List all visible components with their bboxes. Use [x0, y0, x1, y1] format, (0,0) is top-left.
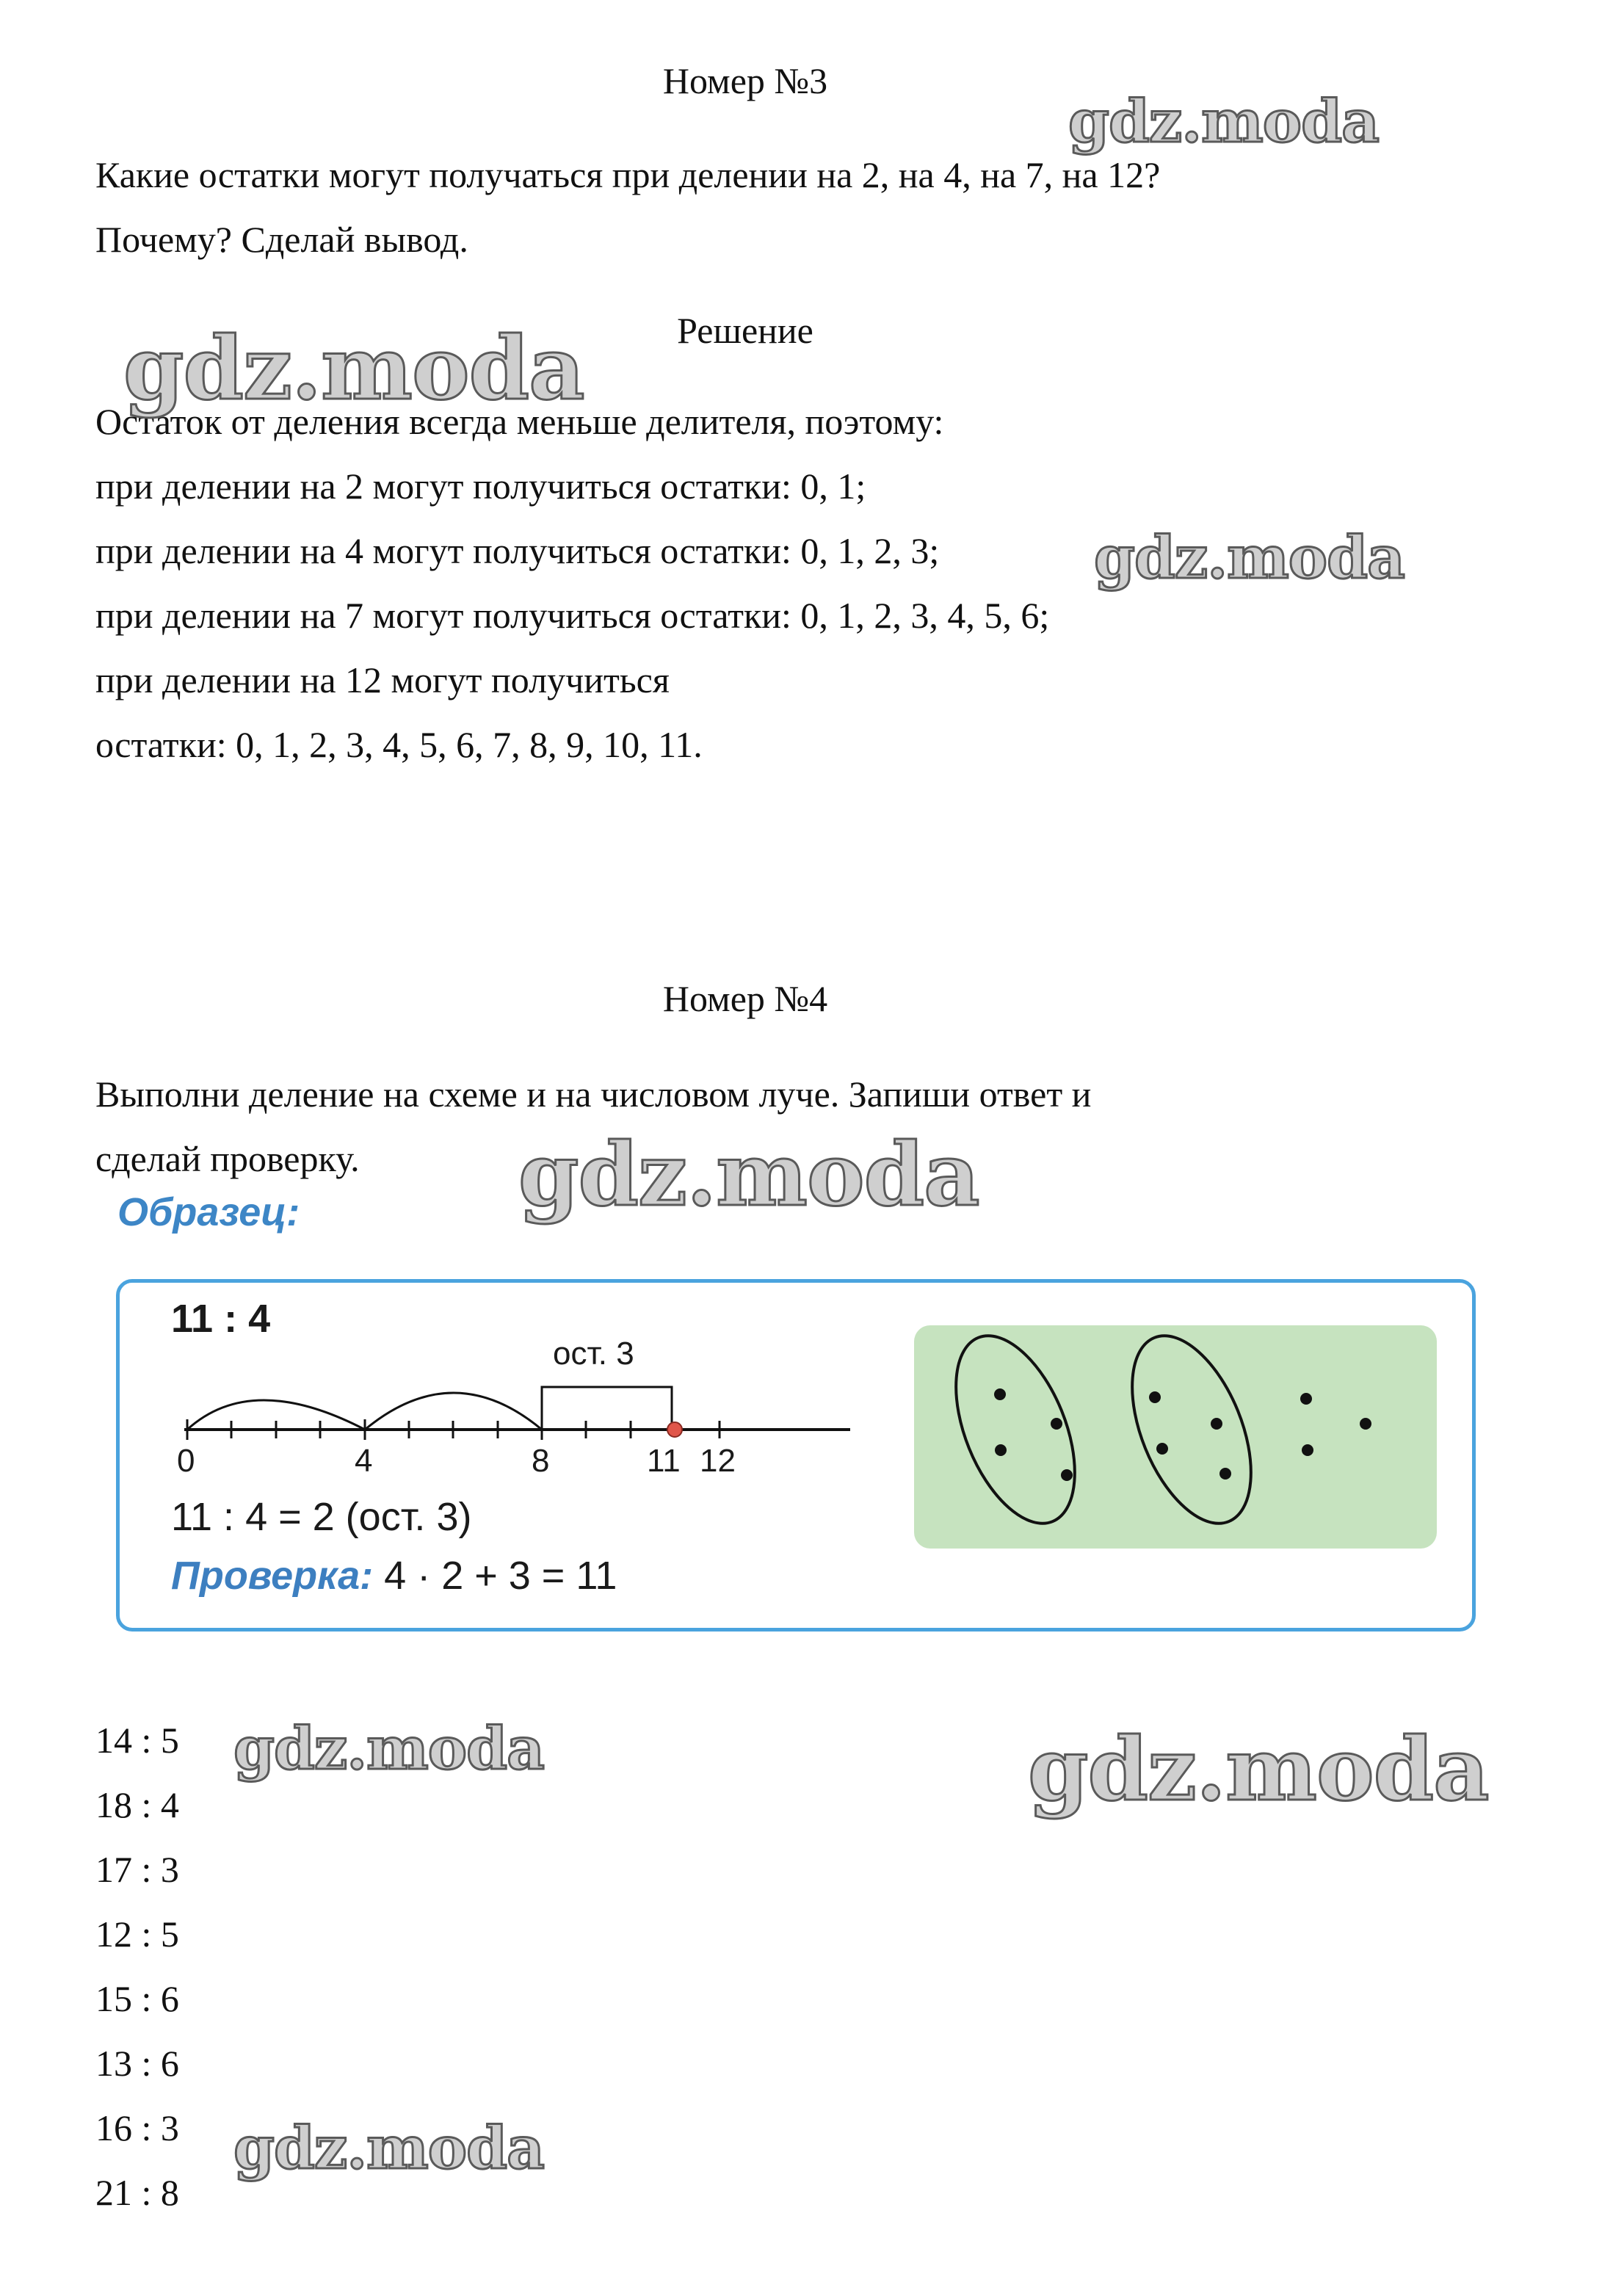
watermark: gdz.moda — [1028, 1718, 1489, 1820]
problem4-question-line-1: Выполни деление на схеме и на числовом луче. Запиши ответ и — [95, 1073, 1092, 1115]
exercise: 21 : 8 — [95, 2172, 179, 2213]
solution-line: при делении на 2 могут получиться остатки: 0, 1; — [95, 466, 866, 507]
remainder-label: ост. 3 — [553, 1336, 634, 1372]
solution-line: остатки: 0, 1, 2, 3, 4, 5, 6, 7, 8, 9, 10, 11. — [95, 724, 703, 765]
solution-heading: Решение — [677, 310, 813, 351]
watermark: gdz.moda — [233, 1714, 544, 1783]
exercise: 16 : 3 — [95, 2107, 179, 2148]
sample-check — [171, 1553, 617, 1598]
watermark: gdz.moda — [1068, 87, 1379, 156]
watermark: gdz.moda — [518, 1123, 979, 1225]
exercise: 12 : 5 — [95, 1913, 179, 1955]
grouping-area — [914, 1325, 1437, 1549]
exercise: 13 : 6 — [95, 2043, 179, 2084]
solution-line: при делении на 12 могут получиться — [95, 659, 670, 700]
problem3-question-line-1: Какие остатки могут получаться при делении на 2, на 4, на 7, на 12? — [95, 154, 1161, 195]
sample-expression: 11 : 4 — [171, 1297, 271, 1341]
sample-panel — [116, 1279, 1476, 1632]
check-label: Проверка: — [171, 1554, 374, 1598]
sample-label: Образец: — [117, 1190, 300, 1234]
remainder-bracket — [542, 1387, 672, 1428]
end-point-marker — [667, 1422, 682, 1437]
sample-result: 11 : 4 = 2 (ост. 3) — [171, 1495, 472, 1539]
ray-label: 0 — [177, 1443, 195, 1479]
ray-label: 8 — [532, 1443, 550, 1479]
problem4-question-line-2: сделай проверку. — [95, 1138, 360, 1179]
ray-label: 4 — [355, 1443, 373, 1479]
watermark: gdz.moda — [123, 317, 584, 419]
ray-label: 12 — [700, 1443, 736, 1479]
problem3-question-line-2: Почему? Сделай вывод. — [95, 219, 468, 260]
watermark: gdz.moda — [233, 2113, 544, 2182]
exercise: 17 : 3 — [95, 1849, 179, 1890]
exercise: 18 : 4 — [95, 1784, 179, 1825]
exercise: 15 : 6 — [95, 1978, 179, 2019]
check-expression: 4 · 2 + 3 = 11 — [384, 1554, 617, 1598]
solution-line: при делении на 4 могут получиться остатки: 0, 1, 2, 3; — [95, 530, 940, 571]
solution-line: при делении на 7 могут получиться остатки: 0, 1, 2, 3, 4, 5, 6; — [95, 595, 1050, 636]
exercise: 14 : 5 — [95, 1720, 179, 1761]
problem3-heading: Номер №3 — [662, 60, 828, 101]
ray-label: 11 — [647, 1443, 681, 1479]
solution-line: Остаток от деления всегда меньше делителя, поэтому: — [95, 401, 944, 442]
problem4-heading: Номер №4 — [662, 978, 828, 1019]
watermark: gdz.moda — [1094, 523, 1405, 592]
